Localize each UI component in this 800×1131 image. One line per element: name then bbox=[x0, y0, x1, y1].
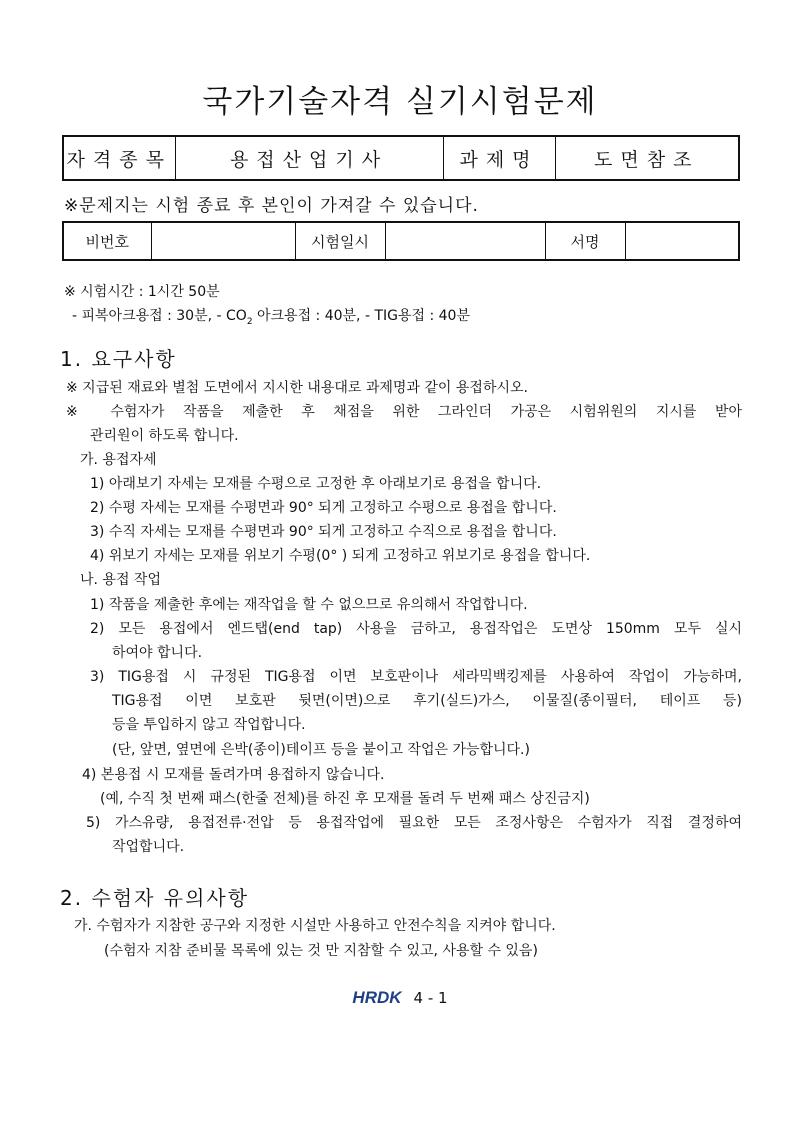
task-label: 과제명 bbox=[443, 136, 555, 180]
list-item-cont: (단, 앞면, 옆면에 은박(종이)테이프 등을 붙이고 작업은 가능합니다.) bbox=[112, 742, 530, 758]
field-value: 용접산업기사 bbox=[175, 136, 443, 180]
list-item: 4) 위보기 자세는 모재를 위보기 수평(0° ) 되게 고정하고 위보기로 용접을 합니다. bbox=[90, 548, 591, 564]
list-item: 1) 아래보기 자세는 모재를 수평으로 고정한 후 아래보기로 용접을 합니다. bbox=[90, 476, 542, 492]
section1-heading: 1. 요구사항 bbox=[60, 347, 177, 371]
list-item: 2) 수평 자세는 모재를 수평면과 90° 되게 고정하고 수평으로 용접을 합니다. bbox=[90, 500, 557, 516]
list-item: 4) 본용접 시 모재를 돌려가며 용접하지 않습니다. bbox=[82, 767, 385, 783]
exam-time-detail-b: 아크용접 : 40분, - TIG용접 : 40분 bbox=[252, 308, 470, 324]
requirement-note-2-cont: 관리원이 하도록 합니다. bbox=[90, 428, 239, 444]
list-item: 5) 가스유량, 용접전류·전압 등 용접작업에 필요한 모든 조정사항은 수험자가 직접 결정하여 bbox=[86, 815, 742, 831]
exam-date-field[interactable] bbox=[385, 222, 545, 260]
exam-time: ※ 시험시간 : 1시간 50분 bbox=[64, 284, 220, 300]
requirement-note-1: ※ 지급된 재료와 별첨 도면에서 지시한 내용대로 과제명과 같이 용접하시오. bbox=[66, 380, 528, 396]
list-item: 3) TIG용접 시 규정된 TIG용접 이면 보호판이나 세라믹백킹제를 사용하여 작업이 가능하며, bbox=[90, 669, 742, 685]
co2-subscript: 2 bbox=[246, 316, 253, 327]
exam-date-label: 시험일시 bbox=[295, 222, 385, 260]
page-title: 국가기술자격 실기시험문제 bbox=[202, 84, 598, 120]
list-item-cont: 작업합니다. bbox=[112, 839, 185, 855]
subsection-na-label: 나. 용접 작업 bbox=[80, 572, 161, 588]
field-label: 자격종목 bbox=[63, 136, 175, 180]
signature-label: 서명 bbox=[545, 222, 625, 260]
list-item: 2) 모든 용접에서 엔드탭(end tap) 사용을 금하고, 용접작업은 도면상 150mm 모두 실시 bbox=[90, 621, 742, 637]
precaution-ga-note: (수험자 지참 준비물 목록에 있는 것 만 지참할 수 있고, 사용할 수 있음) bbox=[104, 943, 538, 959]
page-footer bbox=[0, 988, 800, 1008]
exam-number-label: 비번호 bbox=[63, 222, 151, 260]
task-value: 도면참조 bbox=[555, 136, 739, 180]
subsection-ga-label: 가. 용접자세 bbox=[80, 452, 157, 468]
list-item-cont: 하여야 합니다. bbox=[112, 645, 203, 661]
list-item-cont: (예, 수직 첫 번째 패스(한줄 전체)를 하진 후 모재를 돌려 두 번째 패스 상진금지) bbox=[100, 791, 590, 807]
precaution-ga: 가. 수험자가 지참한 공구와 지정한 시설만 사용하고 안전수칙을 지켜야 합니다. bbox=[74, 918, 556, 934]
list-item-cont: 등을 투입하지 않고 작업합니다. bbox=[112, 717, 306, 733]
list-item: 3) 수직 자세는 모재를 수평면과 90° 되게 고정하고 수직으로 용접을 합니다. bbox=[90, 524, 557, 540]
notice-text: ※문제지는 시험 종료 후 본인이 가져갈 수 있습니다. bbox=[64, 196, 479, 216]
exam-time-detail-a: - 피복아크용접 : 30분, - CO bbox=[72, 308, 247, 324]
list-item-cont: TIG용접 이면 보호판 뒷면(이면)으로 후기(실드)가스, 이물질(종이필터, 테이프 등) bbox=[112, 693, 742, 709]
requirement-note-2: ※ 수험자가 작품을 제출한 후 채점을 위한 그라인더 가공은 시험위원의 지시를 받아 bbox=[66, 404, 742, 420]
list-item: 1) 작품을 제출한 후에는 재작업을 할 수 없으므로 유의해서 작업합니다. bbox=[90, 597, 528, 613]
exam-info-table bbox=[62, 221, 740, 261]
section2-heading: 2. 수험자 유의사항 bbox=[60, 886, 250, 910]
signature-field[interactable] bbox=[625, 222, 739, 260]
exam-number-field[interactable] bbox=[151, 222, 295, 260]
qualification-table bbox=[62, 135, 740, 181]
hrdk-logo: HRDK bbox=[352, 988, 402, 1007]
page-number: 4 - 1 bbox=[413, 989, 448, 1007]
exam-time-detail bbox=[72, 305, 470, 327]
